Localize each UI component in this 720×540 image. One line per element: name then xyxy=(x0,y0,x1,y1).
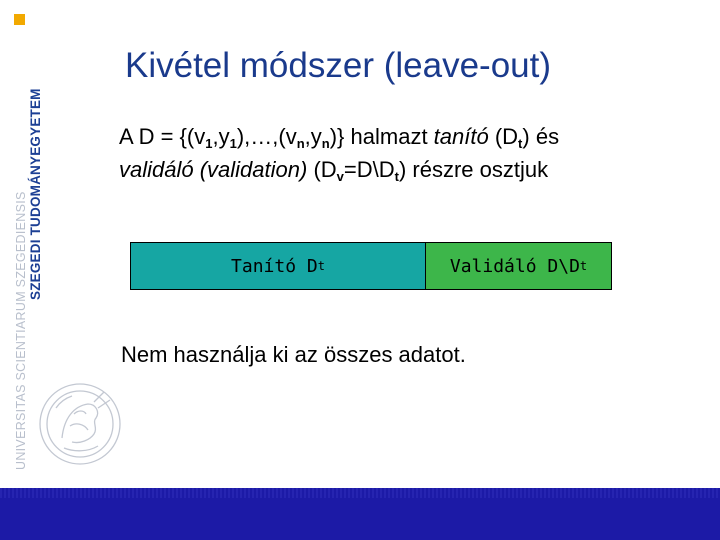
text-fragment: (D xyxy=(488,124,519,149)
text-fragment: ),…,(v xyxy=(236,124,297,149)
university-logo-square-icon xyxy=(14,14,25,25)
training-set-label: Tanító D xyxy=(231,255,318,277)
subscript: v xyxy=(336,169,344,184)
validation-set-box: Validáló D\D t xyxy=(425,242,612,290)
validation-set-label: Validáló D\D xyxy=(449,255,580,277)
footer-band-texture xyxy=(0,488,720,498)
note-text: Nem használja ki az összes adatot. xyxy=(121,342,466,367)
subscript: n xyxy=(321,136,330,151)
italic-term-training: tanító xyxy=(433,124,489,149)
definition-paragraph xyxy=(119,120,559,186)
subscript: 1 xyxy=(205,136,213,151)
text-fragment: =D\D xyxy=(343,157,395,182)
italic-term-validation: validáló (validation) xyxy=(119,157,308,182)
text-fragment: ,y xyxy=(212,124,230,149)
text-fragment: ) és xyxy=(522,124,560,149)
definition-line-1 xyxy=(119,120,559,153)
subscript: t xyxy=(394,169,399,184)
subscript: n xyxy=(296,136,305,151)
text-fragment: ) részre osztjuk xyxy=(398,157,549,182)
subscript: t xyxy=(518,136,523,151)
university-crest-icon xyxy=(34,378,126,470)
text-fragment: ,y xyxy=(304,124,322,149)
university-name-hungarian: SZEGEDI TUDOMÁNYEGYETEM xyxy=(28,88,43,300)
text-fragment: A D = {(v xyxy=(119,124,206,149)
training-set-box: Tanító D t xyxy=(130,242,426,290)
slide-title: Kivétel módszer (leave-out) xyxy=(125,46,551,85)
university-name-latin: UNIVERSITAS SCIENTIARUM SZEGEDIENSIS xyxy=(14,191,28,470)
text-fragment: )} halmazt xyxy=(329,124,434,149)
text-fragment: (D xyxy=(307,157,337,182)
subscript: 1 xyxy=(229,136,237,151)
definition-line-2 xyxy=(119,153,559,186)
